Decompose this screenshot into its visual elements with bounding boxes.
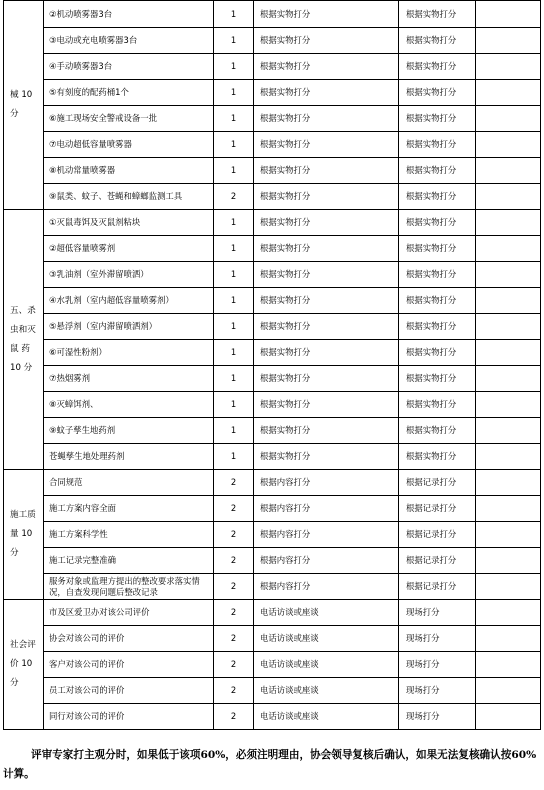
item-cell: ⑧机动常量喷雾器: [44, 158, 214, 184]
table-row: [4, 28, 541, 54]
standard-cell: 根据记录打分: [399, 522, 476, 548]
method-cell: 电话访谈或座谈: [254, 704, 399, 730]
standard-cell: 根据记录打分: [399, 574, 476, 600]
item-cell: 客户对该公司的评价: [44, 652, 214, 678]
remarks-cell: [476, 262, 541, 288]
section-name: [4, 1, 44, 210]
remarks-cell: [476, 574, 541, 600]
score-cell: 2: [214, 626, 254, 652]
score-cell: 1: [214, 262, 254, 288]
score-cell: 1: [214, 210, 254, 236]
score-cell: 1: [214, 418, 254, 444]
score-cell: 1: [214, 106, 254, 132]
item-cell: 施工方案科学性: [44, 522, 214, 548]
method-cell: 电话访谈或座谈: [254, 652, 399, 678]
item-cell: 合同规范: [44, 470, 214, 496]
method-cell: 根据内容打分: [254, 496, 399, 522]
table-row: [4, 522, 541, 548]
method-cell: 根据实物打分: [254, 1, 399, 28]
table-row: [4, 288, 541, 314]
score-cell: 2: [214, 548, 254, 574]
score-cell: 1: [214, 366, 254, 392]
score-cell: 1: [214, 132, 254, 158]
table-row: [4, 210, 541, 236]
score-cell: 1: [214, 80, 254, 106]
table-row: [4, 392, 541, 418]
remarks-cell: [476, 600, 541, 626]
standard-cell: 现场打分: [399, 704, 476, 730]
section-name: [4, 470, 44, 600]
section-name-line: 量 10: [10, 529, 33, 539]
standard-cell: 根据实物打分: [399, 444, 476, 470]
item-cell: 服务对象或监理方提出的整改要求落实情况，自查发现问题后整改记录: [44, 574, 214, 600]
item-cell: ⑨蚊子孳生地药剂: [44, 418, 214, 444]
remarks-cell: [476, 54, 541, 80]
section-name-line: 械 10: [10, 90, 33, 100]
score-cell: 2: [214, 470, 254, 496]
score-cell: 2: [214, 600, 254, 626]
standard-cell: 根据实物打分: [399, 54, 476, 80]
table-row: [4, 574, 541, 600]
standard-cell: 根据实物打分: [399, 392, 476, 418]
method-cell: 电话访谈或座谈: [254, 600, 399, 626]
item-cell: ④水乳剂（室内超低容量喷雾剂）: [44, 288, 214, 314]
table-row: [4, 184, 541, 210]
standard-cell: 根据记录打分: [399, 496, 476, 522]
table-row: [4, 1, 541, 28]
remarks-cell: [476, 236, 541, 262]
remarks-cell: [476, 80, 541, 106]
item-cell: ③电动或充电喷雾器3台: [44, 28, 214, 54]
remarks-cell: [476, 392, 541, 418]
item-cell: ⑥可湿性粉剂）: [44, 340, 214, 366]
standard-cell: 根据实物打分: [399, 340, 476, 366]
method-cell: 根据实物打分: [254, 366, 399, 392]
item-cell: 员工对该公司的评价: [44, 678, 214, 704]
standard-cell: 现场打分: [399, 600, 476, 626]
item-cell: ②机动喷雾器3台: [44, 1, 214, 28]
table-row: [4, 444, 541, 470]
score-cell: 2: [214, 704, 254, 730]
table-row: [4, 80, 541, 106]
method-cell: 根据实物打分: [254, 314, 399, 340]
remarks-cell: [476, 366, 541, 392]
section-name-line: 五、杀: [10, 305, 36, 316]
section-name-line: 分: [10, 109, 19, 119]
section-name-line: 价 10: [10, 659, 33, 669]
remarks-cell: [476, 444, 541, 470]
table-row: [4, 548, 541, 574]
method-cell: 根据实物打分: [254, 158, 399, 184]
item-cell: ④手动喷雾器3台: [44, 54, 214, 80]
item-cell: 协会对该公司的评价: [44, 626, 214, 652]
standard-cell: 根据实物打分: [399, 1, 476, 28]
method-cell: 根据实物打分: [254, 106, 399, 132]
table-row: [4, 54, 541, 80]
table-row: [4, 366, 541, 392]
table-row: [4, 418, 541, 444]
standard-cell: 根据实物打分: [399, 236, 476, 262]
score-cell: 1: [214, 158, 254, 184]
section-name-line: 鼠 药: [10, 343, 30, 354]
method-cell: 根据实物打分: [254, 54, 399, 80]
score-cell: 1: [214, 54, 254, 80]
remarks-cell: [476, 470, 541, 496]
table-row: [4, 106, 541, 132]
standard-cell: 根据实物打分: [399, 28, 476, 54]
score-cell: 1: [214, 288, 254, 314]
standard-cell: 根据实物打分: [399, 106, 476, 132]
standard-cell: 根据实物打分: [399, 262, 476, 288]
remarks-cell: [476, 418, 541, 444]
standard-cell: 根据实物打分: [399, 418, 476, 444]
section-name-line: 虫和灭: [10, 324, 36, 335]
remarks-cell: [476, 496, 541, 522]
footer-note: 评审专家打主观分时，如果低于该项60%，必须注明理由，协会领导复核后确认，如果无法复核确认按60%计算。: [3, 749, 537, 780]
method-cell: 根据实物打分: [254, 184, 399, 210]
table-row: [4, 340, 541, 366]
remarks-cell: [476, 522, 541, 548]
standard-cell: 根据实物打分: [399, 132, 476, 158]
score-cell: 1: [214, 314, 254, 340]
standard-cell: 现场打分: [399, 678, 476, 704]
standard-cell: 根据实物打分: [399, 288, 476, 314]
item-cell: ⑨鼠类、蚊子、苍蝇和蟑螂监测工具: [44, 184, 214, 210]
score-cell: 1: [214, 28, 254, 54]
item-cell: ⑤悬浮剂（室内滞留喷洒剂）: [44, 314, 214, 340]
section-name: [4, 210, 44, 470]
remarks-cell: [476, 132, 541, 158]
method-cell: 根据实物打分: [254, 392, 399, 418]
remarks-cell: [476, 106, 541, 132]
method-cell: 根据实物打分: [254, 262, 399, 288]
score-cell: 2: [214, 496, 254, 522]
standard-cell: 根据实物打分: [399, 184, 476, 210]
section-name-line: 分: [10, 678, 19, 688]
score-cell: 2: [214, 184, 254, 210]
method-cell: 根据实物打分: [254, 418, 399, 444]
scoring-table-body: [4, 1, 541, 730]
remarks-cell: [476, 340, 541, 366]
table-row: [4, 496, 541, 522]
remarks-cell: [476, 314, 541, 340]
score-cell: 1: [214, 1, 254, 28]
score-cell: 1: [214, 444, 254, 470]
score-cell: 1: [214, 340, 254, 366]
score-cell: 2: [214, 574, 254, 600]
item-cell: 施工方案内容全面: [44, 496, 214, 522]
standard-cell: 根据实物打分: [399, 80, 476, 106]
table-row: [4, 132, 541, 158]
item-cell: ⑦热烟雾剂: [44, 366, 214, 392]
item-cell: 施工记录完整准确: [44, 548, 214, 574]
remarks-cell: [476, 678, 541, 704]
item-cell: 市及区爱卫办对该公司评价: [44, 600, 214, 626]
remarks-cell: [476, 184, 541, 210]
scoring-table: [3, 0, 541, 730]
method-cell: 根据实物打分: [254, 132, 399, 158]
standard-cell: 根据实物打分: [399, 158, 476, 184]
method-cell: 根据实物打分: [254, 340, 399, 366]
item-cell: ③乳油剂（室外滞留喷洒）: [44, 262, 214, 288]
remarks-cell: [476, 652, 541, 678]
standard-cell: 现场打分: [399, 652, 476, 678]
table-row: [4, 470, 541, 496]
method-cell: 根据实物打分: [254, 444, 399, 470]
standard-cell: 根据记录打分: [399, 470, 476, 496]
table-row: [4, 236, 541, 262]
method-cell: 电话访谈或座谈: [254, 678, 399, 704]
score-cell: 1: [214, 236, 254, 262]
table-row: [4, 158, 541, 184]
remarks-cell: [476, 704, 541, 730]
score-cell: 2: [214, 652, 254, 678]
remarks-cell: [476, 626, 541, 652]
method-cell: 根据实物打分: [254, 236, 399, 262]
standard-cell: 根据实物打分: [399, 366, 476, 392]
table-row: [4, 652, 541, 678]
method-cell: 根据实物打分: [254, 288, 399, 314]
standard-cell: 根据实物打分: [399, 314, 476, 340]
method-cell: 根据内容打分: [254, 522, 399, 548]
section-name-line: 10 分: [10, 362, 33, 373]
table-row: [4, 704, 541, 730]
remarks-cell: [476, 158, 541, 184]
method-cell: 根据内容打分: [254, 470, 399, 496]
item-cell: ⑦电动超低容量喷雾器: [44, 132, 214, 158]
item-cell: ②超低容量喷雾剂: [44, 236, 214, 262]
table-row: [4, 600, 541, 626]
standard-cell: 根据实物打分: [399, 210, 476, 236]
section-name-line: 施工质: [10, 510, 36, 520]
section-name-line: 分: [10, 548, 19, 558]
section-name: [4, 600, 44, 730]
table-row: [4, 626, 541, 652]
remarks-cell: [476, 288, 541, 314]
method-cell: 根据内容打分: [254, 574, 399, 600]
method-cell: 根据实物打分: [254, 28, 399, 54]
score-cell: 2: [214, 522, 254, 548]
remarks-cell: [476, 1, 541, 28]
item-cell: 苍蝇孳生地处理药剂: [44, 444, 214, 470]
item-cell: ⑧灭蟑饵剂、: [44, 392, 214, 418]
item-cell: ①灭鼠毒饵及灭鼠剂粘块: [44, 210, 214, 236]
table-row: [4, 314, 541, 340]
method-cell: 根据实物打分: [254, 210, 399, 236]
table-row: [4, 262, 541, 288]
remarks-cell: [476, 210, 541, 236]
score-cell: 1: [214, 392, 254, 418]
standard-cell: 根据记录打分: [399, 548, 476, 574]
item-cell: ⑤有刻度的配药桶1个: [44, 80, 214, 106]
method-cell: 根据实物打分: [254, 80, 399, 106]
remarks-cell: [476, 28, 541, 54]
item-cell: 同行对该公司的评价: [44, 704, 214, 730]
method-cell: 电话访谈或座谈: [254, 626, 399, 652]
table-row: [4, 678, 541, 704]
standard-cell: 现场打分: [399, 626, 476, 652]
method-cell: 根据内容打分: [254, 548, 399, 574]
remarks-cell: [476, 548, 541, 574]
item-cell: ⑥施工现场安全警戒设备一批: [44, 106, 214, 132]
score-cell: 2: [214, 678, 254, 704]
section-name-line: 社会评: [10, 640, 36, 650]
